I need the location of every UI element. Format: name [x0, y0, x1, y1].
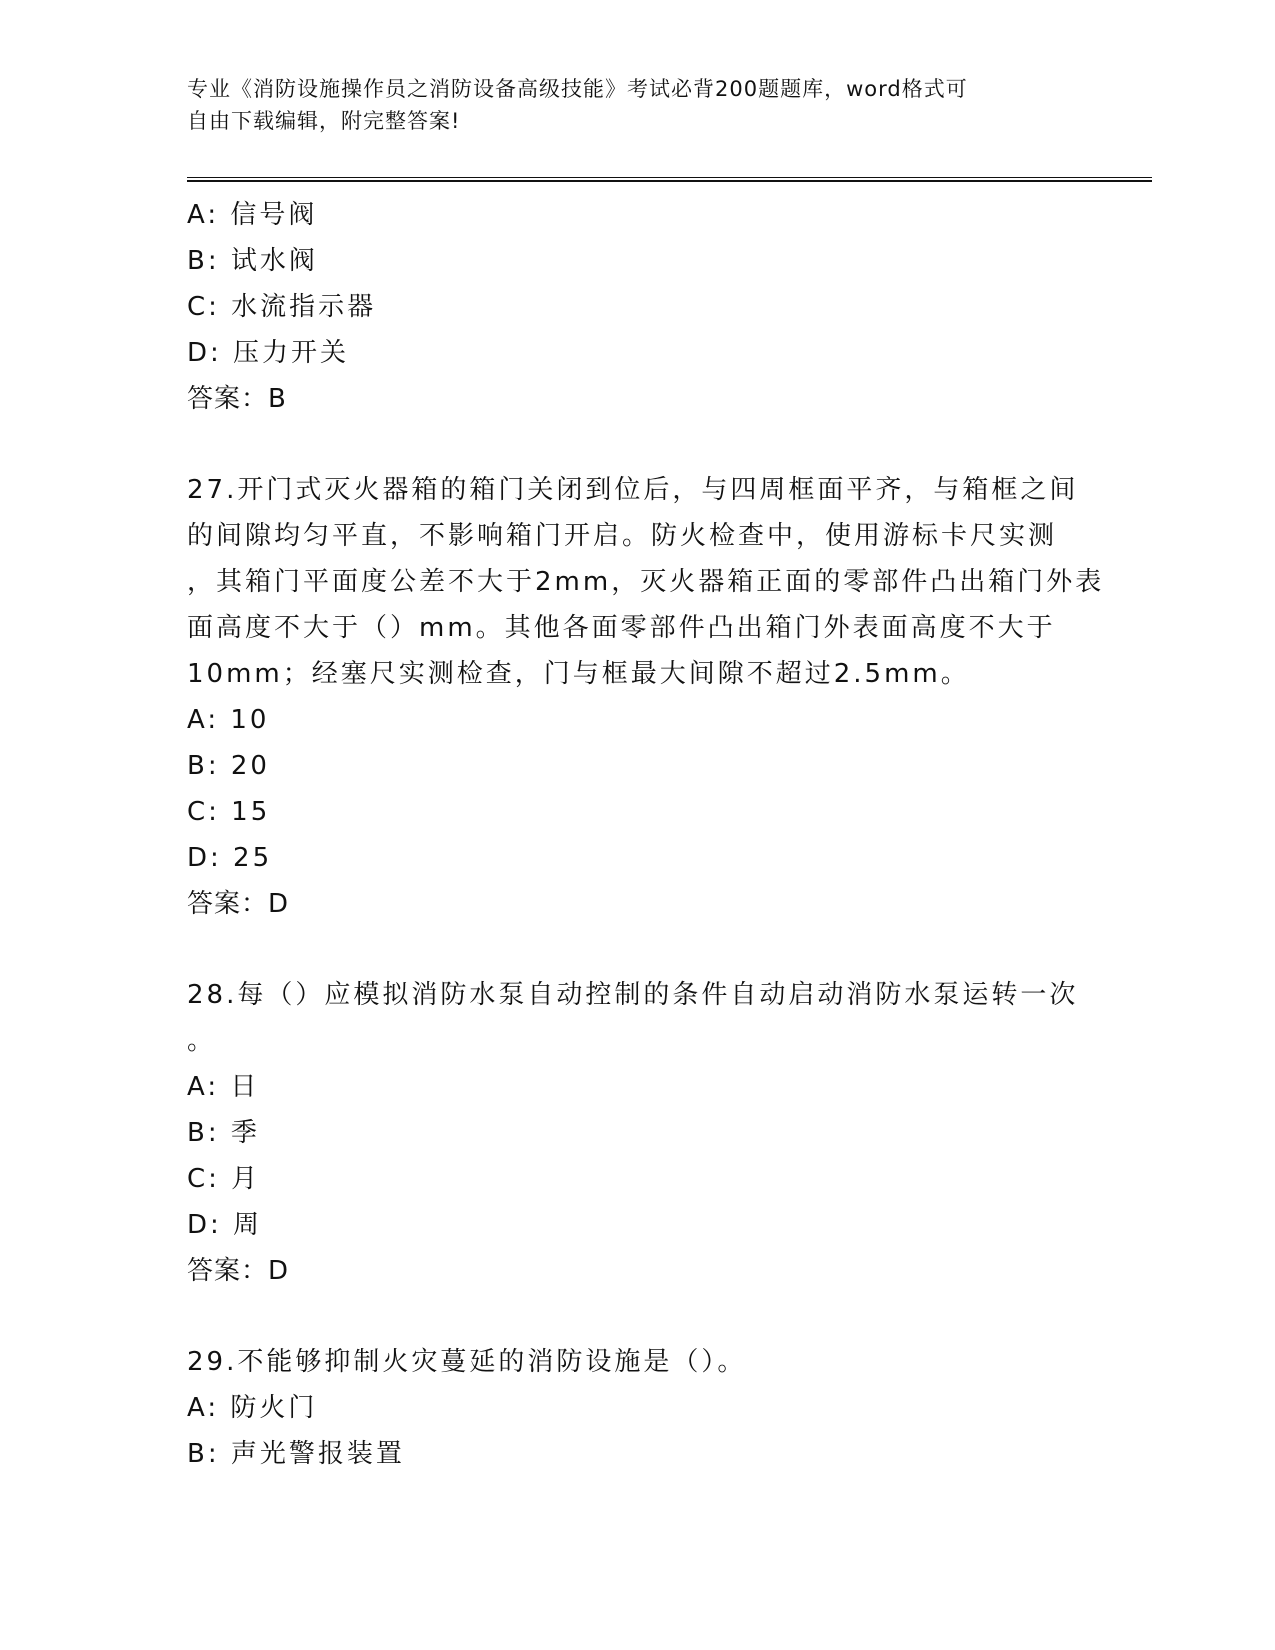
- option-b: B: 20: [187, 751, 270, 781]
- option-a: A: 10: [187, 705, 270, 735]
- header-divider-thick: [187, 180, 1152, 182]
- question-text-line: 面高度不大于（）mm。其他各面零部件凸出箱门外表面高度不大于: [187, 613, 1056, 643]
- spacer: [187, 927, 1087, 972]
- option-d: D: 周: [187, 1210, 263, 1240]
- question-text-line: 29.不能够抑制火灾蔓延的消防设施是（）。: [187, 1347, 747, 1377]
- option-a: A: 日: [187, 1072, 260, 1102]
- option-d: D: 压力开关: [187, 338, 350, 368]
- spacer: [187, 422, 1087, 467]
- option-d: D: 25: [187, 843, 273, 873]
- answer-line: 答案：B: [187, 384, 287, 414]
- header-divider-thin: [187, 177, 1152, 178]
- option-c: C: 15: [187, 797, 271, 827]
- option-b: B: 试水阀: [187, 246, 318, 276]
- spacer: [187, 1294, 1087, 1339]
- question-29: [187, 1339, 1087, 1477]
- question-text-line: 28.每（）应模拟消防水泵自动控制的条件自动启动消防水泵运转一次: [187, 980, 1079, 1010]
- option-a: A: 信号阀: [187, 200, 318, 230]
- option-a: A: 防火门: [187, 1393, 318, 1423]
- header-title-line-1: 专业《消防设施操作员之消防设备高级技能》考试必背200题题库，word格式可: [187, 77, 968, 101]
- answer-line: 答案：D: [187, 889, 290, 919]
- question-text-line: 的间隙均匀平直，不影响箱门开启。防火检查中，使用游标卡尺实测: [187, 521, 1058, 551]
- answer-line: 答案：D: [187, 1256, 290, 1286]
- question-text-line: 。: [187, 1026, 217, 1056]
- question-text-line: ，其箱门平面度公差不大于2mm，灭火器箱正面的零部件凸出箱门外表: [187, 567, 1105, 597]
- option-b: B: 季: [187, 1118, 260, 1148]
- document-header: [187, 73, 1087, 137]
- question-text-line: 27.开门式灭火器箱的箱门关闭到位后，与四周框面平齐，与箱框之间: [187, 475, 1079, 505]
- header-title-line-2: 自由下载编辑，附完整答案!: [187, 109, 461, 133]
- option-c: C: 月: [187, 1164, 261, 1194]
- question-26-continuation: [187, 192, 1087, 422]
- option-b: B: 声光警报装置: [187, 1439, 405, 1469]
- question-list: [187, 192, 1105, 1477]
- question-text-line: 10mm；经塞尺实测检查，门与框最大间隙不超过2.5mm。: [187, 659, 970, 689]
- question-28: [187, 972, 1087, 1294]
- option-c: C: 水流指示器: [187, 292, 377, 322]
- question-27: [187, 467, 1105, 927]
